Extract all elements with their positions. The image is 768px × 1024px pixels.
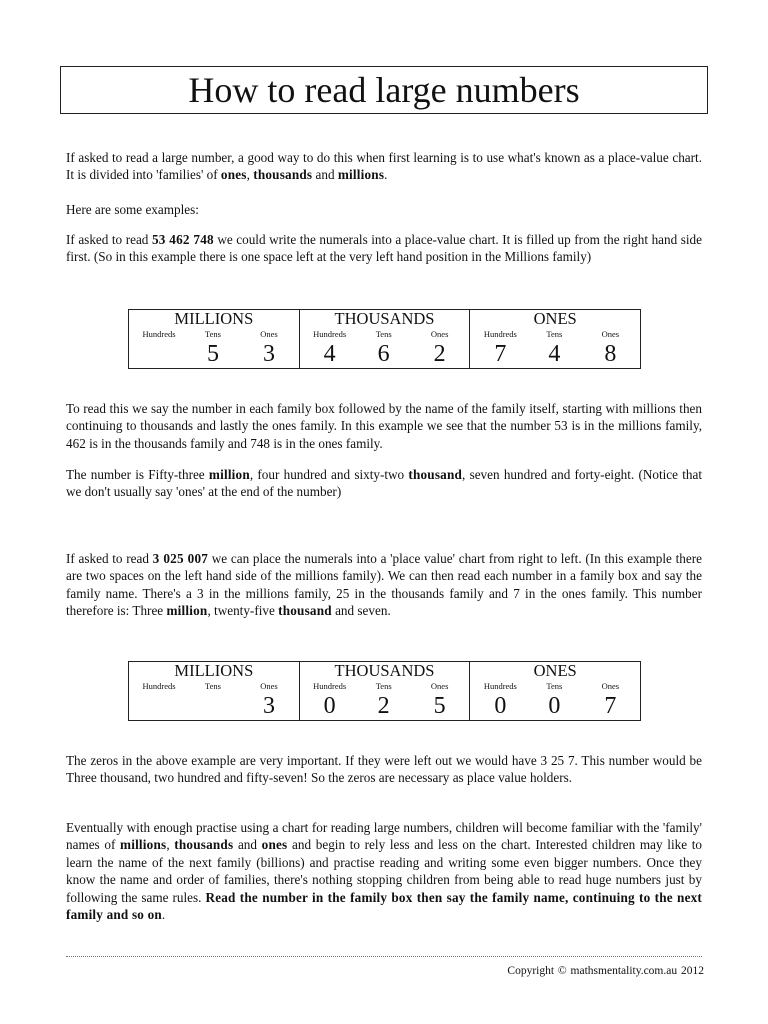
bold-text: ones xyxy=(220,167,247,183)
column-header-ones: Ones xyxy=(601,329,620,339)
bold-text: millions xyxy=(337,167,385,183)
digit-cell: 2 xyxy=(433,341,446,367)
text-run: , xyxy=(166,837,175,853)
column-header-tens: Tens xyxy=(375,681,392,691)
family-box-millions xyxy=(129,662,299,720)
page-title: How to read large numbers xyxy=(188,70,580,110)
text-run: , four hundred and sixty-two xyxy=(249,467,409,482)
family-box-thousands xyxy=(299,310,470,368)
digit-cell: 0 xyxy=(494,693,507,719)
text-run: , xyxy=(246,167,254,183)
column-header-hundreds: Hundreds xyxy=(142,681,176,691)
bold-text: millions xyxy=(120,837,167,853)
family-name: ONES xyxy=(533,309,577,328)
text-run: . xyxy=(161,907,166,923)
conclusion-paragraph xyxy=(66,819,702,923)
family-name: MILLIONS xyxy=(174,309,254,328)
title-box xyxy=(60,66,708,114)
column-header-ones: Ones xyxy=(430,681,449,691)
text-run: and begin to rely less and less on the chart. Interested children may like to learn the name of the next family (billions) and practise reading and writing some even bigger numbers. Once they know the name and order of families, there's nothing stopping children from being able to read huge numbers just by following the same rules. xyxy=(66,837,702,905)
digit-cell: 4 xyxy=(323,341,336,367)
bold-text: million xyxy=(208,467,250,482)
text-run: , twenty-five xyxy=(207,603,279,619)
family-name: MILLIONS xyxy=(174,661,254,680)
column-header-tens: Tens xyxy=(205,681,221,691)
text-run: The zeros in the above example are very important. If they were left out we would have 3 25 7. This number would be Three thousand, two hundred and fifty-seven! So the zeros are necessary as place value holders. xyxy=(66,753,702,786)
column-header-tens: Tens xyxy=(546,681,563,691)
bold-text: million xyxy=(166,603,208,619)
family-box-ones xyxy=(469,310,640,368)
bold-text: 53 462 748 xyxy=(151,232,214,247)
family-box-millions xyxy=(129,310,299,368)
column-header-ones: Ones xyxy=(260,329,278,339)
bold-text: thousands xyxy=(253,167,313,183)
bold-text: 3 025 007 xyxy=(152,551,209,566)
digit-cell: 3 xyxy=(263,693,275,719)
family-name: THOUSANDS xyxy=(334,661,435,680)
digit-cell: 7 xyxy=(494,341,507,367)
text-run: . xyxy=(384,167,388,183)
column-header-hundreds: Hundreds xyxy=(483,329,517,339)
text-run: If asked to read xyxy=(66,551,153,566)
digit-cell: 4 xyxy=(548,341,561,367)
digit-cell: 5 xyxy=(433,693,446,719)
column-header-tens: Tens xyxy=(546,329,563,339)
examples-heading: Here are some examples: xyxy=(66,202,199,217)
text-run: If asked to read xyxy=(66,232,152,247)
text-run: and seven. xyxy=(331,603,391,619)
column-header-hundreds: Hundreds xyxy=(142,329,176,339)
column-header-hundreds: Hundreds xyxy=(483,681,517,691)
bold-text: Read the number in the family box then say the family name, continuing to the next family and so on xyxy=(66,889,703,923)
digit-cell: 0 xyxy=(323,693,336,719)
example2-paragraph xyxy=(66,550,702,620)
digit-cell: 0 xyxy=(548,693,561,719)
digit-cell: 7 xyxy=(604,693,617,719)
text-run: , seven hundred and forty-eight. (Notice that we don't usually say 'ones' at the end of the number) xyxy=(66,467,703,500)
text-run: If asked to read a large number, a good way to do this when first learning is to use what's known as a place-value chart. It is divided into 'families' of xyxy=(66,150,702,183)
column-header-ones: Ones xyxy=(430,329,449,339)
column-header-ones: Ones xyxy=(260,681,278,691)
column-header-hundreds: Hundreds xyxy=(313,681,347,691)
bold-text: thousands xyxy=(174,837,234,853)
digit-cell: 3 xyxy=(263,341,275,367)
zeros-paragraph xyxy=(66,752,702,787)
example1-paragraph xyxy=(66,231,702,266)
bold-text: thousand xyxy=(408,467,463,482)
place-value-chart-2 xyxy=(128,661,641,721)
text-run: we could write the numerals into a place-value chart. It is filled up from the right hand side first. (So in this example there is one space left at the very left hand position in the Millions family) xyxy=(66,232,702,265)
digit-cell: 6 xyxy=(377,341,390,367)
column-header-tens: Tens xyxy=(205,329,221,339)
column-header-hundreds: Hundreds xyxy=(313,329,347,339)
place-value-chart-1 xyxy=(128,309,641,369)
bold-text: ones xyxy=(261,837,288,853)
digit-cell: 5 xyxy=(207,341,219,367)
text-run: we can place the numerals into a 'place value' chart from right to left. (In this example there are two spaces on the left hand side of the millions family). We can then read each number in a family box and say the family name. There's a 3 in the millions family, 25 in the thousands family and 7 in the ones family. This number therefore is: Three xyxy=(66,551,702,619)
family-box-thousands xyxy=(299,662,470,720)
intro-paragraph xyxy=(66,149,702,184)
footer-divider xyxy=(66,956,702,957)
reading-paragraph xyxy=(66,400,702,452)
number-words-paragraph xyxy=(66,466,702,501)
text-run: Eventually with enough practise using a chart for reading large numbers, children will become familiar with the 'family' names of xyxy=(66,820,702,853)
text-run: and xyxy=(233,837,262,853)
bold-text: thousand xyxy=(278,603,332,619)
family-name: THOUSANDS xyxy=(334,309,435,328)
column-header-ones: Ones xyxy=(601,681,620,691)
digit-cell: 2 xyxy=(377,693,390,719)
digit-cell: 8 xyxy=(604,341,617,367)
text-run: The number is Fifty-three xyxy=(66,467,209,482)
column-header-tens: Tens xyxy=(375,329,392,339)
family-box-ones xyxy=(469,662,640,720)
copyright-footer: Copyright © mathsmentality.com.au 2012 xyxy=(507,965,704,977)
text-run: and xyxy=(312,167,338,183)
text-run: To read this we say the number in each family box followed by the name of the family itself, starting with millions then continuing to thousands and lastly the ones family. In this example we see that the number 53 is in the millions family, 462 is in the thousands family and 748 is in the ones family. xyxy=(66,401,702,451)
family-name: ONES xyxy=(533,661,577,680)
